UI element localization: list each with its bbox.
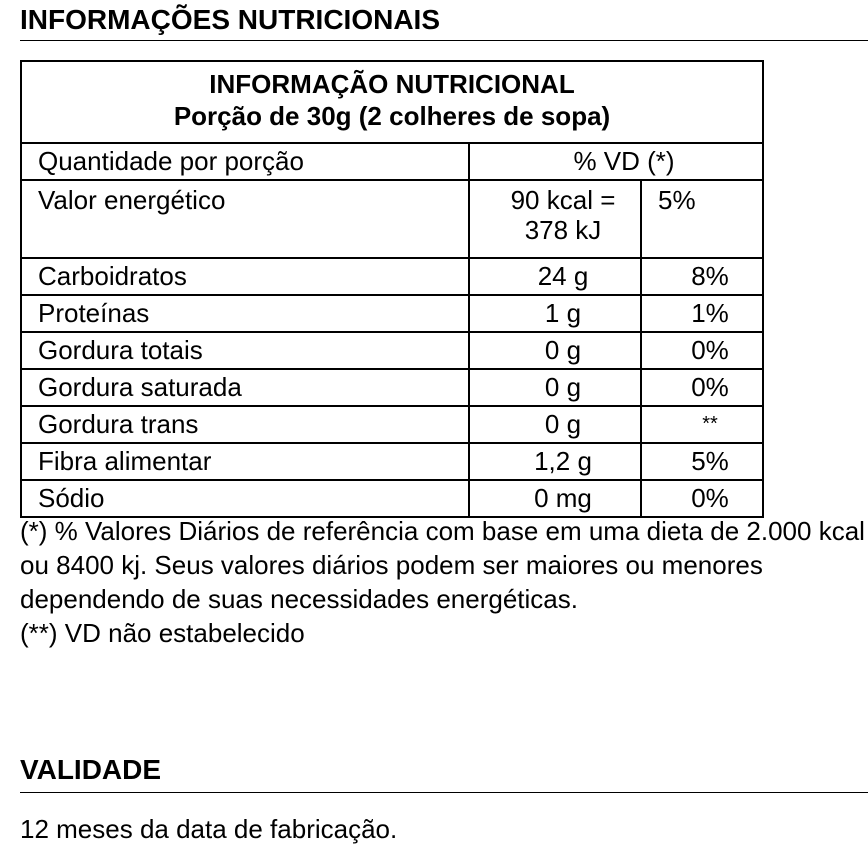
table-header xyxy=(21,61,763,143)
nutrient-label: Gordura totais xyxy=(21,332,469,369)
nutrient-vd: 0% xyxy=(641,369,763,406)
table-row xyxy=(21,295,763,332)
nutrition-table xyxy=(20,60,764,518)
section-title-validity: VALIDADE xyxy=(20,754,162,785)
nutrient-vd: 8% xyxy=(641,258,763,295)
nutrient-label: Gordura trans xyxy=(21,406,469,443)
table-row xyxy=(21,180,763,258)
divider xyxy=(20,40,868,41)
section-title-nutrition: INFORMAÇÕES NUTRICIONAIS xyxy=(20,4,440,35)
portion-size: Porção de 30g (2 colheres de sopa) xyxy=(173,101,611,131)
amount-line: 378 kJ xyxy=(524,215,602,245)
amount-line: 90 kcal = xyxy=(510,185,616,215)
table-title: INFORMAÇÃO NUTRICIONAL xyxy=(209,69,575,99)
nutrient-amount: 0 g xyxy=(469,369,641,406)
nutrient-vd: 0% xyxy=(641,480,763,517)
table-row xyxy=(21,480,763,517)
nutrient-amount: 0 mg xyxy=(469,480,641,517)
nutrient-label: Valor energético xyxy=(21,180,469,258)
nutrient-amount: 1,2 g xyxy=(469,443,641,480)
table-row xyxy=(21,369,763,406)
table-row xyxy=(21,332,763,369)
table-row xyxy=(21,443,763,480)
nutrient-label: Carboidratos xyxy=(21,258,469,295)
divider xyxy=(20,792,868,793)
nutrient-vd: 5% xyxy=(641,443,763,480)
nutrient-label: Fibra alimentar xyxy=(21,443,469,480)
footnote-not-established: (**) VD não estabelecido xyxy=(20,618,305,648)
table-row xyxy=(21,258,763,295)
validity-text: 12 meses da data de fabricação. xyxy=(20,814,398,844)
nutrient-label: Sódio xyxy=(21,480,469,517)
table-row xyxy=(21,406,763,443)
column-header-quantity: Quantidade por porção xyxy=(21,143,469,180)
footnote-vd: (*) % Valores Diários de referência com base em uma dieta de 2.000 kcal ou 8400 kj. Seus valores diários podem ser maiores ou menores dependendo de suas necessidades energéticas. xyxy=(20,516,865,614)
table-header-cell xyxy=(21,61,763,143)
nutrient-amount: 0 g xyxy=(469,406,641,443)
column-header-row xyxy=(21,143,763,180)
nutrient-amount: 0 g xyxy=(469,332,641,369)
nutrient-amount xyxy=(469,180,641,258)
nutrient-vd: ** xyxy=(641,406,763,443)
nutrient-label: Proteínas xyxy=(21,295,469,332)
nutrient-vd: 1% xyxy=(641,295,763,332)
nutrient-amount: 24 g xyxy=(469,258,641,295)
nutrient-label: Gordura saturada xyxy=(21,369,469,406)
column-header-vd: % VD (*) xyxy=(469,143,763,180)
nutrient-vd: 5% xyxy=(641,180,763,258)
nutrient-amount: 1 g xyxy=(469,295,641,332)
footnotes xyxy=(20,514,866,650)
nutrient-vd: 0% xyxy=(641,332,763,369)
